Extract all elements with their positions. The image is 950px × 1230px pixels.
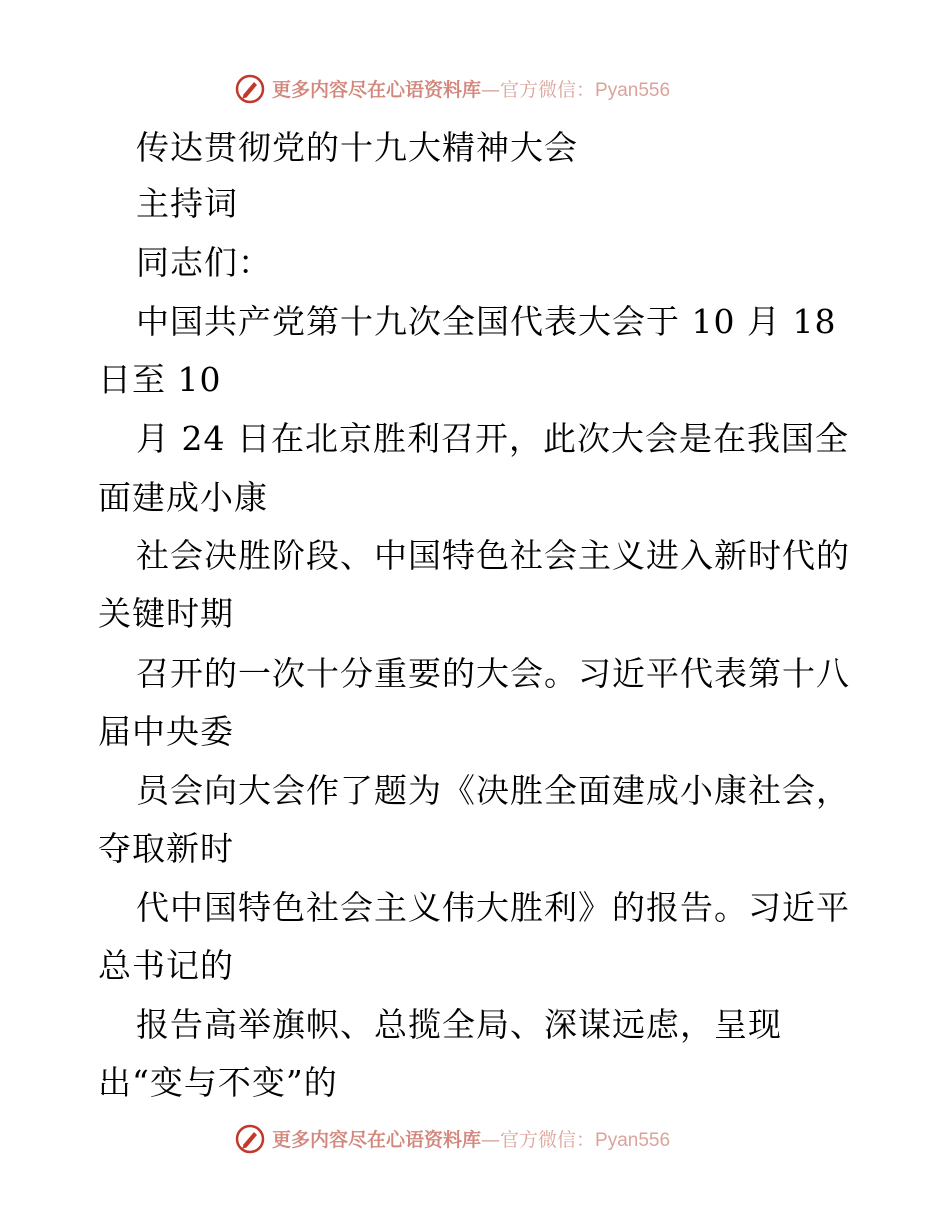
paragraph-line: 报告高举旗帜、总揽全局、深谋远虑，呈现	[136, 1005, 782, 1044]
footer-watermark	[0, 1120, 950, 1160]
paragraph-line: 夺取新时	[98, 829, 234, 868]
document-title: 传达贯彻党的十九大精神大会	[136, 128, 578, 167]
paragraph-line: 总书记的	[98, 946, 234, 985]
paragraph-line: 中国共产党第十九次全国代表大会于 10 月 18	[136, 302, 837, 341]
salutation: 同志们：	[136, 243, 272, 282]
document-subtitle: 主持词	[136, 184, 238, 223]
paragraph-line: 日至 10	[98, 360, 222, 399]
paragraph-line: 月 24 日在北京胜利召开，此次大会是在我国全	[136, 419, 849, 458]
paragraph-line: 面建成小康	[98, 478, 268, 517]
watermark-separator: —	[481, 79, 501, 101]
pen-logo-icon	[234, 1123, 266, 1155]
watermark-text	[272, 1128, 670, 1153]
watermark-brand: 更多内容尽在心语资料库	[272, 1129, 482, 1151]
watermark-contact: 官方微信：Pyan556	[500, 1130, 671, 1151]
watermark-brand: 更多内容尽在心语资料库	[272, 79, 482, 101]
paragraph-line: 员会向大会作了题为《决胜全面建成小康社会，	[136, 771, 850, 810]
paragraph-line: 召开的一次十分重要的大会。习近平代表第十八	[136, 654, 850, 693]
paragraph-line: 社会决胜阶段、中国特色社会主义进入新时代的	[136, 536, 850, 575]
paragraph-line: 代中国特色社会主义伟大胜利》的报告。习近平	[136, 888, 850, 927]
paragraph-line: 届中央委	[98, 712, 234, 751]
watermark-contact: 官方微信：Pyan556	[500, 80, 671, 101]
paragraph-line: 关键时期	[98, 594, 234, 633]
paragraph-line: 出“变与不变”的	[98, 1063, 338, 1102]
watermark-separator: —	[481, 1129, 501, 1151]
